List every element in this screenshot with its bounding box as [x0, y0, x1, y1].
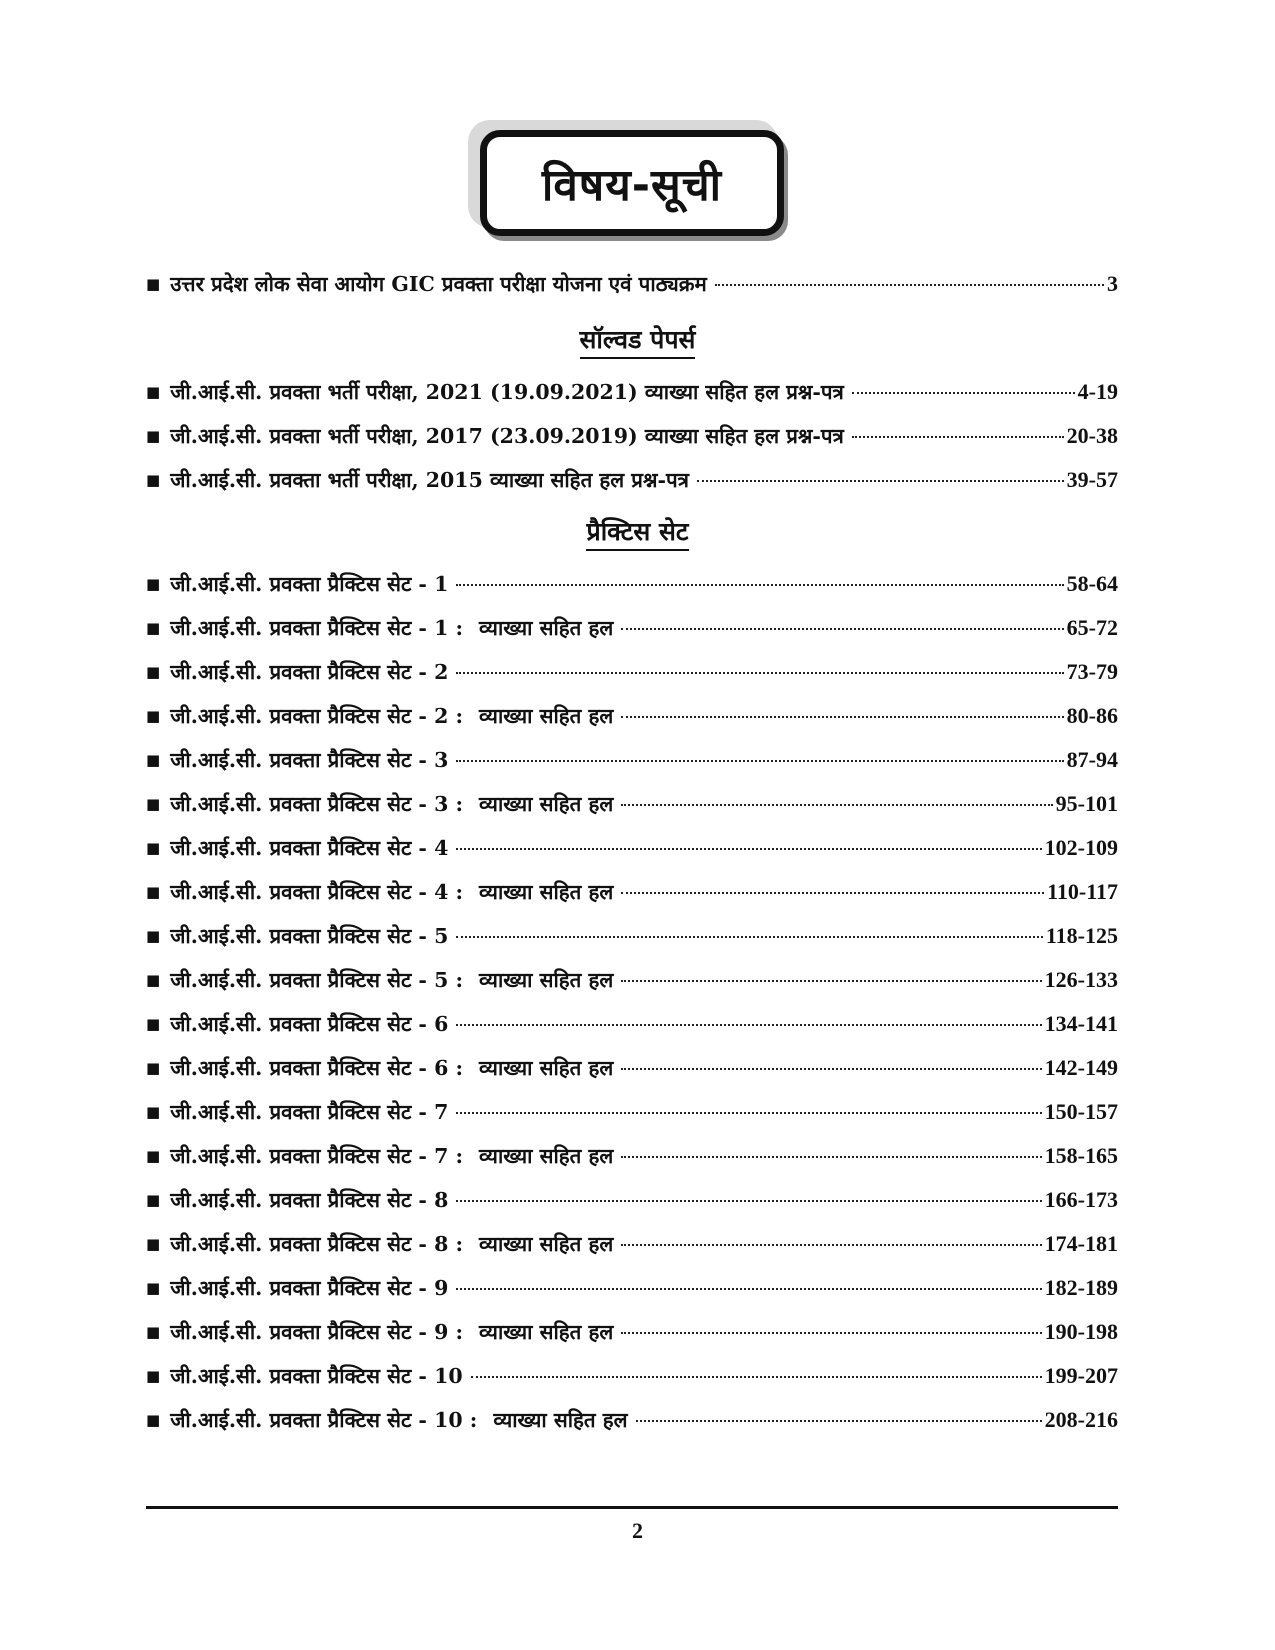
- toc-item[interactable]: [146, 1186, 1118, 1220]
- dot-leader: [621, 1068, 1041, 1070]
- toc-item-pages: 110-117: [1047, 879, 1118, 904]
- toc-item[interactable]: [146, 1098, 1118, 1132]
- toc-item-label: जी.आई.सी. प्रवक्ता प्रैक्टिस सेट - 10: [170, 1364, 463, 1388]
- square-bullet-icon: ■: [146, 839, 161, 857]
- dot-leader: [621, 628, 1063, 630]
- square-bullet-icon: ■: [146, 971, 161, 989]
- toc-item-label: जी.आई.सी. प्रवक्ता प्रैक्टिस सेट - 3 :: [170, 792, 464, 816]
- toc-item[interactable]: [146, 1010, 1118, 1044]
- toc-item-pages: 208-216: [1044, 1407, 1118, 1432]
- toc-item-pages: 166-173: [1044, 1187, 1118, 1212]
- dot-leader: [456, 1288, 1041, 1290]
- toc-item-label: जी.आई.सी. प्रवक्ता प्रैक्टिस सेट - 1: [170, 572, 449, 596]
- dot-leader: [621, 1156, 1041, 1158]
- toc-item[interactable]: [146, 378, 1118, 412]
- toc-item-label: जी.आई.सी. प्रवक्ता प्रैक्टिस सेट - 8: [170, 1188, 449, 1212]
- dot-leader: [456, 584, 1063, 586]
- toc-item[interactable]: [146, 658, 1118, 692]
- toc-item-label: जी.आई.सी. प्रवक्ता प्रैक्टिस सेट - 5: [170, 924, 449, 948]
- toc-item-label: जी.आई.सी. प्रवक्ता प्रैक्टिस सेट - 4: [170, 836, 449, 860]
- toc-item-pages: 199-207: [1044, 1363, 1118, 1388]
- square-bullet-icon: ■: [146, 1147, 161, 1165]
- toc-item-pages: 134-141: [1044, 1011, 1118, 1036]
- toc-item[interactable]: [146, 1318, 1118, 1352]
- dot-leader: [621, 892, 1044, 894]
- title-box: [480, 130, 784, 236]
- toc-item-pages: 102-109: [1044, 835, 1118, 860]
- toc-item-sublabel: व्याख्या सहित हल: [479, 880, 614, 904]
- dot-leader: [697, 480, 1064, 482]
- section-heading-solved-papers: [0, 322, 1275, 356]
- toc-item-sublabel: व्याख्या सहित हल: [479, 1232, 614, 1256]
- toc-item[interactable]: [146, 422, 1118, 456]
- toc-item-pages: 4-19: [1077, 379, 1118, 404]
- dot-leader: [456, 1024, 1041, 1026]
- section-heading-text: सॉल्वड पेपर्स: [580, 325, 696, 359]
- toc-item-sublabel: व्याख्या सहित हल: [479, 704, 614, 728]
- toc-item-pages: 95-101: [1055, 791, 1118, 816]
- square-bullet-icon: ■: [146, 883, 161, 901]
- toc-item-label: जी.आई.सी. प्रवक्ता प्रैक्टिस सेट - 2 :: [170, 704, 464, 728]
- toc-item-sublabel: व्याख्या सहित हल: [479, 792, 614, 816]
- toc-item[interactable]: [146, 790, 1118, 824]
- toc-item-pages: 20-38: [1066, 423, 1118, 448]
- toc-item-pages: 174-181: [1044, 1231, 1118, 1256]
- toc-item[interactable]: [146, 966, 1118, 1000]
- toc-item-pages: 39-57: [1066, 467, 1118, 492]
- dot-leader: [471, 1376, 1042, 1378]
- toc-item-label: जी.आई.सी. प्रवक्ता प्रैक्टिस सेट - 1 :: [170, 616, 464, 640]
- toc-item-label: जी.आई.सी. प्रवक्ता प्रैक्टिस सेट - 5 :: [170, 968, 464, 992]
- title-frame: [468, 120, 788, 238]
- toc-item-pages: 190-198: [1044, 1319, 1118, 1344]
- page-number: 2: [632, 1518, 643, 1543]
- square-bullet-icon: ■: [146, 427, 161, 445]
- dot-leader: [456, 760, 1063, 762]
- dot-leader: [852, 392, 1075, 394]
- square-bullet-icon: ■: [146, 751, 161, 769]
- toc-item-label: जी.आई.सी. प्रवक्ता प्रैक्टिस सेट - 3: [170, 748, 449, 772]
- toc-item-pages: 150-157: [1044, 1099, 1118, 1124]
- section-heading-practice-sets: [0, 514, 1275, 548]
- toc-item[interactable]: [146, 834, 1118, 868]
- toc-item-label: जी.आई.सी. प्रवक्ता प्रैक्टिस सेट - 6 :: [170, 1056, 464, 1080]
- toc-item-label: जी.आई.सी. प्रवक्ता प्रैक्टिस सेट - 10 :: [170, 1408, 478, 1432]
- toc-item-label: जी.आई.सी. प्रवक्ता भर्ती परीक्षा, 2021 (19.09.2021) व्याख्या सहित हल प्रश्न-पत्र: [170, 380, 844, 404]
- square-bullet-icon: ■: [146, 1323, 161, 1341]
- toc-item[interactable]: [146, 1406, 1118, 1440]
- square-bullet-icon: ■: [146, 1367, 161, 1385]
- square-bullet-icon: ■: [146, 619, 161, 637]
- toc-item-label: जी.आई.सी. प्रवक्ता प्रैक्टिस सेट - 7 :: [170, 1144, 464, 1168]
- toc-item-pages: 80-86: [1066, 703, 1118, 728]
- toc-item[interactable]: [146, 1230, 1118, 1264]
- toc-item-pages: 126-133: [1044, 967, 1118, 992]
- toc-item-pages: 58-64: [1066, 571, 1118, 596]
- toc-item-pages: 73-79: [1066, 659, 1118, 684]
- square-bullet-icon: ■: [146, 1279, 161, 1297]
- toc-item[interactable]: [146, 614, 1118, 648]
- toc-item-label: जी.आई.सी. प्रवक्ता प्रैक्टिस सेट - 2: [170, 660, 449, 684]
- toc-item-intro[interactable]: [146, 270, 1118, 304]
- dot-leader: [621, 716, 1063, 718]
- toc-item-label: जी.आई.सी. प्रवक्ता प्रैक्टिस सेट - 9: [170, 1276, 449, 1300]
- toc-item-label: जी.आई.सी. प्रवक्ता प्रैक्टिस सेट - 7: [170, 1100, 449, 1124]
- dot-leader: [715, 284, 1104, 286]
- section-heading-text: प्रैक्टिस सेट: [586, 517, 688, 551]
- toc-item-label: जी.आई.सी. प्रवक्ता प्रैक्टिस सेट - 4 :: [170, 880, 464, 904]
- dot-leader: [621, 1244, 1041, 1246]
- square-bullet-icon: ■: [146, 1015, 161, 1033]
- toc-item-sublabel: व्याख्या सहित हल: [493, 1408, 628, 1432]
- square-bullet-icon: ■: [146, 795, 161, 813]
- square-bullet-icon: ■: [146, 575, 161, 593]
- toc-item-pages: 3: [1107, 271, 1118, 296]
- toc-item[interactable]: [146, 702, 1118, 736]
- dot-leader: [456, 848, 1041, 850]
- toc-item[interactable]: [146, 1274, 1118, 1308]
- dot-leader: [456, 672, 1063, 674]
- square-bullet-icon: ■: [146, 707, 161, 725]
- toc-item-label: जी.आई.सी. प्रवक्ता भर्ती परीक्षा, 2017 (23.09.2019) व्याख्या सहित हल प्रश्न-पत्र: [170, 424, 844, 448]
- toc-item-sublabel: व्याख्या सहित हल: [479, 1144, 614, 1168]
- toc-item-sublabel: व्याख्या सहित हल: [479, 1056, 614, 1080]
- dot-leader: [852, 436, 1064, 438]
- toc-item-pages: 182-189: [1044, 1275, 1118, 1300]
- square-bullet-icon: ■: [146, 1235, 161, 1253]
- dot-leader: [456, 936, 1043, 938]
- square-bullet-icon: ■: [146, 1103, 161, 1121]
- footer-rule: [146, 1506, 1118, 1509]
- square-bullet-icon: ■: [146, 383, 161, 401]
- square-bullet-icon: ■: [146, 471, 161, 489]
- toc-item-label: उत्तर प्रदेश लोक सेवा आयोग GIC प्रवक्ता परीक्षा योजना एवं पाठ्यक्रम: [170, 272, 707, 296]
- toc-item[interactable]: [146, 570, 1118, 604]
- square-bullet-icon: ■: [146, 927, 161, 945]
- square-bullet-icon: ■: [146, 1059, 161, 1077]
- dot-leader: [621, 980, 1041, 982]
- toc-item-label: जी.आई.सी. प्रवक्ता भर्ती परीक्षा, 2015 व्याख्या सहित हल प्रश्न-पत्र: [170, 468, 689, 492]
- square-bullet-icon: ■: [146, 1411, 161, 1429]
- toc-item[interactable]: [146, 922, 1118, 956]
- toc-item-pages: 118-125: [1045, 923, 1118, 948]
- toc-item-pages: 142-149: [1044, 1055, 1118, 1080]
- square-bullet-icon: ■: [146, 663, 161, 681]
- dot-leader: [456, 1200, 1041, 1202]
- toc-item[interactable]: [146, 746, 1118, 780]
- toc-item[interactable]: [146, 878, 1118, 912]
- toc-item-label: जी.आई.सी. प्रवक्ता प्रैक्टिस सेट - 8 :: [170, 1232, 464, 1256]
- dot-leader: [636, 1420, 1042, 1422]
- square-bullet-icon: ■: [146, 1191, 161, 1209]
- toc-item-label: जी.आई.सी. प्रवक्ता प्रैक्टिस सेट - 6: [170, 1012, 449, 1036]
- toc-item-sublabel: व्याख्या सहित हल: [479, 616, 614, 640]
- toc-item-pages: 87-94: [1066, 747, 1118, 772]
- dot-leader: [621, 804, 1052, 806]
- page-title: विषय-सूची: [541, 160, 723, 211]
- toc-item[interactable]: [146, 1142, 1118, 1176]
- toc-item-sublabel: व्याख्या सहित हल: [479, 1320, 614, 1344]
- toc-item-label: जी.आई.सी. प्रवक्ता प्रैक्टिस सेट - 9 :: [170, 1320, 464, 1344]
- toc-item-sublabel: व्याख्या सहित हल: [479, 968, 614, 992]
- toc-item-pages: 158-165: [1044, 1143, 1118, 1168]
- dot-leader: [456, 1112, 1041, 1114]
- toc-item[interactable]: [146, 1054, 1118, 1088]
- toc-item[interactable]: [146, 466, 1118, 500]
- square-bullet-icon: ■: [146, 275, 161, 293]
- dot-leader: [621, 1332, 1041, 1334]
- toc-item[interactable]: [146, 1362, 1118, 1396]
- toc-item-pages: 65-72: [1066, 615, 1118, 640]
